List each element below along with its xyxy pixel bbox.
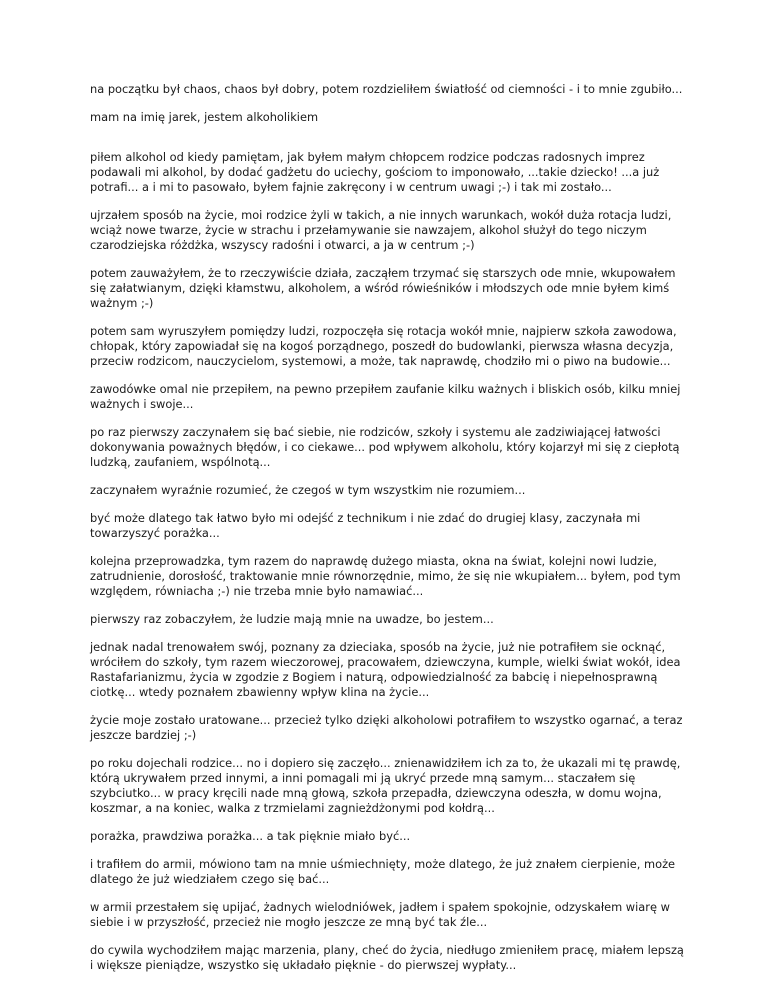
paragraph-4: ujrzałem sposób na życie, moi rodzice żyli w takich, a nie innych warunkach, wokół duża rotacja ludzi, wciąż nowe twarze, życie w strachu i przełamywanie sie nawzajem, alkohol służył do tego niczym czarodziejska różdżka, wszyscy radośni i otwarci, a ja w centrum ;-) xyxy=(90,208,672,252)
paragraph-8: po raz pierwszy zaczynałem się bać siebie, nie rodziców, szkoły i systemu ale zadziwiającej łatwości dokonywania poważnych błędów, i co ciekawe... pod wpływem alkoholu, który kojarzył mi się z ciepłotą ludzką, zaufaniem, wspólnotą... xyxy=(90,425,680,469)
paragraph-15: po roku dojechali rodzice... no i dopiero się zaczęło... znienawidziłem ich za to, że ukazali mi tę prawdę, którą ukrywałem przed innymi, a inni pomagali mi ją ukryć przede mną samym... staczałem się szybciutko... w pracy kręcili nade mną głową, szkoła przepadła, dziewczyna odeszła, w domu wojna, koszmar, a na koniec, walka z trzmielami zagnieżdżonymi pod kołdrą... xyxy=(90,756,681,815)
paragraph-12: pierwszy raz zobaczyłem, że ludzie mają mnie na uwadze, bo jestem... xyxy=(90,612,494,626)
document-body xyxy=(90,82,686,986)
paragraph-18: w armii przestałem się upijać, żadnych wielodniówek, jadłem i spałem spokojnie, odzyskałem wiarę w siebie i w przyszłość, przecież nie mogło jeszcze ze mną być tak źle... xyxy=(90,900,670,929)
paragraph-6: potem sam wyruszyłem pomiędzy ludzi, rozpoczęła się rotacja wokół mnie, najpierw szkoła zawodowa, chłopak, który zapowiadał się na kogoś porządnego, poszedł do budowlanki, pierwsza własna decyzja, przeciw rodzicom, nauczycielom, systemowi, a może, tak naprawdę, chodziło mi o piwo na budowie... xyxy=(90,324,677,368)
paragraph-10: być może dlatego tak łatwo było mi odejść z technikum i nie zdać do drugiej klasy, zaczynała mi towarzyszyć porażka... xyxy=(90,511,641,540)
paragraph-3: piłem alkohol od kiedy pamiętam, jak byłem małym chłopcem rodzice podczas radosnych imprez podawali mi alkohol, by dodać gadżetu do uciechy, gościom to imponowało, ...takie dziecko! ...a już potrafi... a i mi to pasowało, byłem fajnie zakręcony i w centrum uwagi ;-) i tak mi zostało... xyxy=(90,150,660,194)
paragraph-16: porażka, prawdziwa porażka... a tak pięknie miało być... xyxy=(90,829,411,843)
paragraph-19: do cywila wychodziłem mając marzenia, plany, cheć do życia, niedługo zmieniłem pracę, miałem lepszą i większe pieniądze, wszystko się układało pięknie - do pierwszej wypłaty... xyxy=(90,943,684,972)
paragraph-2: mam na imię jarek, jestem alkoholikiem xyxy=(90,110,319,124)
paragraph-17: i trafiłem do armii, mówiono tam na mnie uśmiechnięty, może dlatego, że już znałem cierpienie, może dlatego że już wiedziałem czego się bać... xyxy=(90,857,676,886)
paragraph-11: kolejna przeprowadzka, tym razem do naprawdę dużego miasta, okna na świat, kolejni nowi ludzie, zatrudnienie, dorosłość, traktowanie mnie równorzędnie, mimo, że się nie wkupiałem... byłem, pod tym względem, równiacha ;-) nie trzeba mnie było namawiać... xyxy=(90,554,681,598)
paragraph-5: potem zauważyłem, że to rzeczywiście działa, zacząłem trzymać się starszych ode mnie, wkupowałem się załatwianym, dzięki kłamstwu, alkoholem, a wśród rówieśników i młodszych ode mnie byłem kimś ważnym ;-) xyxy=(90,266,676,310)
paragraph-9: zaczynałem wyraźnie rozumieć, że czegoś w tym wszystkim nie rozumiem... xyxy=(90,483,526,497)
paragraph-14: życie moje zostało uratowane... przecież tylko dzięki alkoholowi potrafiłem to wszystko ogarnać, a teraz jeszcze bardziej ;-) xyxy=(90,713,683,742)
paragraph-7: zawodówke omal nie przepiłem, na pewno przepiłem zaufanie kilku ważnych i bliskich osób, kilku mniej ważnych i swoje... xyxy=(90,382,681,411)
paragraph-1: na początku był chaos, chaos był dobry, potem rozdzieliłem światłość od ciemności - i to mnie zgubiło... xyxy=(90,82,683,96)
paragraph-13: jednak nadal trenowałem swój, poznany za dzieciaka, sposób na życie, już nie potrafiłem sie ocknąć, wróciłem do szkoły, tym razem wieczorowej, pracowałem, dziewczyna, kumple, wielki świat wokół, idea Rastafarianizmu, życia w zgodzie z Bogiem i naturą, odpowiedzialność za babcię i niepełnosprawną ciotkę... wtedy poznałem zbawienny wpływ klina na życie... xyxy=(90,640,681,699)
